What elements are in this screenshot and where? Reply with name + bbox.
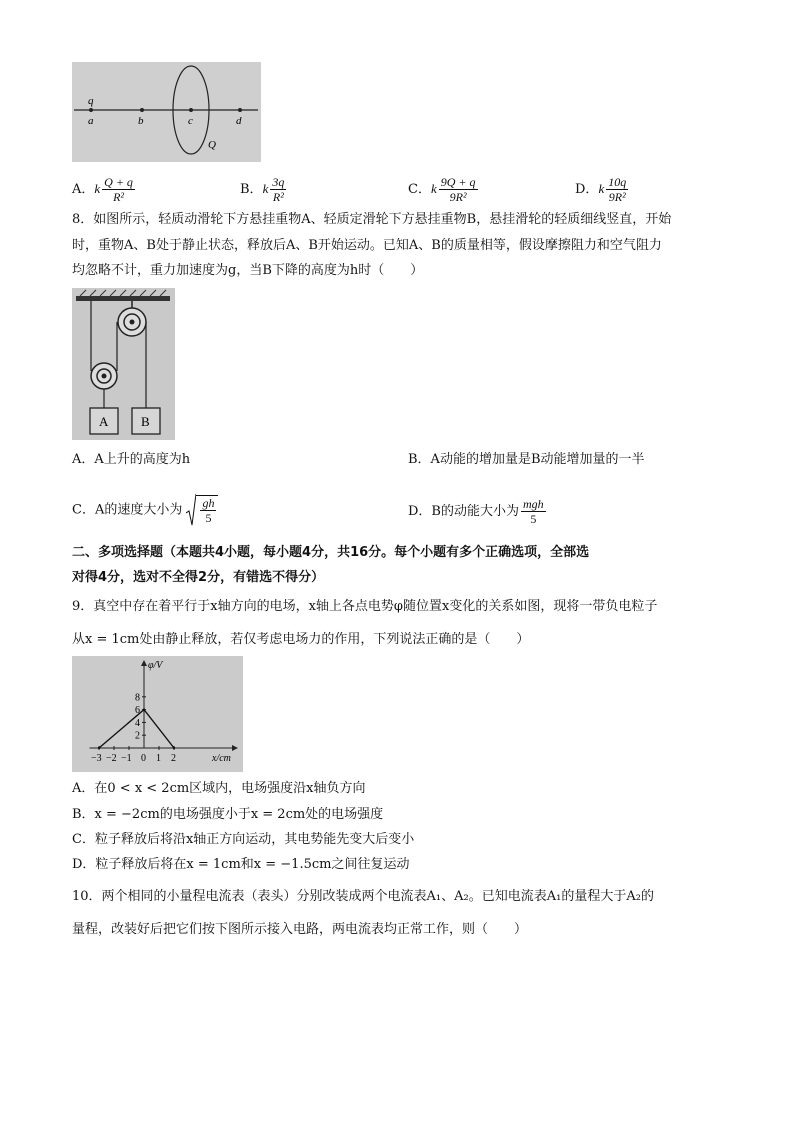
fraction-numerator: 10q [608, 175, 627, 189]
fraction-denominator: 5 [530, 512, 537, 526]
label-c: c [188, 115, 193, 127]
data-point [143, 708, 145, 710]
fraction-numerator: Q + q [104, 175, 133, 189]
q9-chart [72, 656, 243, 772]
label-d: d [236, 115, 242, 127]
q7-option-c[interactable] [408, 175, 480, 204]
fraction-numerator: mgh [522, 497, 544, 511]
q7-option-d[interactable] [575, 175, 630, 204]
y-tick-label: 6 [135, 705, 140, 717]
ceiling [76, 296, 170, 301]
fraction-denominator: 9R² [608, 190, 626, 204]
option-fraction [439, 175, 478, 204]
option-coef: k [94, 181, 101, 196]
option-label: B． [240, 182, 263, 197]
option-fraction [606, 175, 628, 204]
q9-option-d[interactable]: D．粒子释放后将在x = 1cm和x = −1.5cm之间往复运动 [72, 857, 410, 872]
q8-option-b[interactable]: B．A动能的增加量是B动能增加量的一半 [408, 452, 645, 467]
q8-option-a[interactable]: A．A上升的高度为h [72, 452, 191, 467]
q8-stem-line2: 时，重物A、B处于静止状态，释放后A、B开始运动。已知A、B的质量相等，假设摩擦阻力和空气阻力 [72, 238, 662, 253]
option-coef: k [262, 181, 269, 196]
fraction-denominator: R² [113, 190, 125, 204]
q8-option-c[interactable] [72, 493, 218, 527]
q10-stem-line1: 10．两个相同的小量程电流表（表头）分别改装成两个电流表A₁、A₂。已知电流表A₁的量程大于A₂的 [72, 889, 654, 904]
radical-sign [186, 493, 196, 527]
x-tick-label: 2 [171, 753, 176, 764]
point-b [140, 108, 144, 112]
label-q: q [88, 95, 94, 107]
x-axis-label: x/cm [212, 753, 231, 764]
fraction-denominator: R² [272, 190, 284, 204]
fraction-denominator: 5 [205, 511, 212, 525]
block-A-label: A [99, 414, 109, 429]
fraction-denominator: 9R² [449, 190, 467, 204]
point-d [238, 108, 242, 112]
option-coef: k [430, 181, 437, 196]
option-label: A． [72, 182, 95, 197]
potential-chart [72, 656, 243, 772]
q7-option-b[interactable] [240, 175, 288, 204]
q8-option-d[interactable] [408, 497, 548, 526]
data-point [173, 747, 175, 749]
x-tick-label: −3 [91, 753, 102, 764]
pulley-diagram [72, 288, 175, 440]
section2-heading-line2: 对得4分，选对不全得2分，有错选不得分） [72, 570, 325, 585]
label-a: a [88, 115, 94, 127]
q8-figure [72, 288, 175, 440]
label-Q: Q [208, 139, 216, 151]
q8-stem-line3: 均忽略不计，重力加速度为g，当B下降的高度为h时（ ） [72, 263, 424, 278]
q8-stem-line1: 8．如图所示，轻质动滑轮下方悬挂重物A、轻质定滑轮下方悬挂重物B，悬挂滑轮的轻质细线竖直，开始 [72, 212, 672, 227]
x-axis-arrow [232, 745, 238, 751]
fraction-numerator: gh [202, 496, 215, 510]
option-text: D．B的动能大小为 [408, 504, 519, 519]
q9-option-c[interactable]: C．粒子释放后将沿x轴正方向运动，其电势能先变大后变小 [72, 832, 415, 847]
q9-option-b[interactable]: B．x = −2cm的电场强度小于x = 2cm处的电场强度 [72, 807, 384, 822]
block-B-label: B [141, 414, 150, 429]
sqrt-expression [186, 493, 218, 527]
data-point [98, 747, 100, 749]
option-coef: k [598, 181, 605, 196]
section2-heading-line1: 二、多项选择题（本题共4小题，每小题4分，共16分。每个小题有多个正确选项，全部选 [72, 545, 590, 560]
x-tick-label: −2 [106, 753, 117, 764]
q7-diagram [72, 62, 261, 162]
option-label: C． [408, 182, 431, 197]
y-tick-label: 4 [135, 717, 140, 729]
point-c [189, 108, 193, 112]
x-tick-label: 1 [156, 753, 161, 764]
x-tick-label: 0 [141, 753, 146, 764]
y-tick-label: 2 [135, 730, 140, 742]
option-text: C．A的速度大小为 [72, 502, 183, 518]
option-label: D． [575, 182, 599, 197]
q10-stem-line2: 量程，改装好后把它们按下图所示接入电路，两电流表均正常工作，则（ ） [72, 922, 528, 937]
point-a [89, 108, 93, 112]
label-b: b [138, 115, 144, 127]
q9-option-a[interactable]: A．在0 < x < 2cm区域内，电场强度沿x轴负方向 [72, 781, 366, 796]
option-fraction [102, 175, 135, 204]
q7-figure [72, 62, 261, 162]
q7-option-a[interactable] [72, 175, 137, 204]
q9-stem-line2: 从x = 1cm处由静止释放，若仅考虑电场力的作用，下列说法正确的是（ ） [72, 632, 530, 647]
fraction-numerator: 9Q + q [440, 175, 476, 189]
y-axis-arrow [141, 660, 147, 666]
q9-stem-line1: 9．真空中存在着平行于x轴方向的电场，x轴上各点电势φ随位置x变化的关系如图，现将一带负电粒子 [72, 599, 658, 614]
option-fraction [270, 175, 286, 204]
y-tick-label: 8 [135, 692, 140, 704]
y-axis-label: φ/V [148, 660, 163, 671]
fraction-numerator: 3q [272, 175, 285, 189]
x-tick-label: −1 [121, 753, 132, 764]
